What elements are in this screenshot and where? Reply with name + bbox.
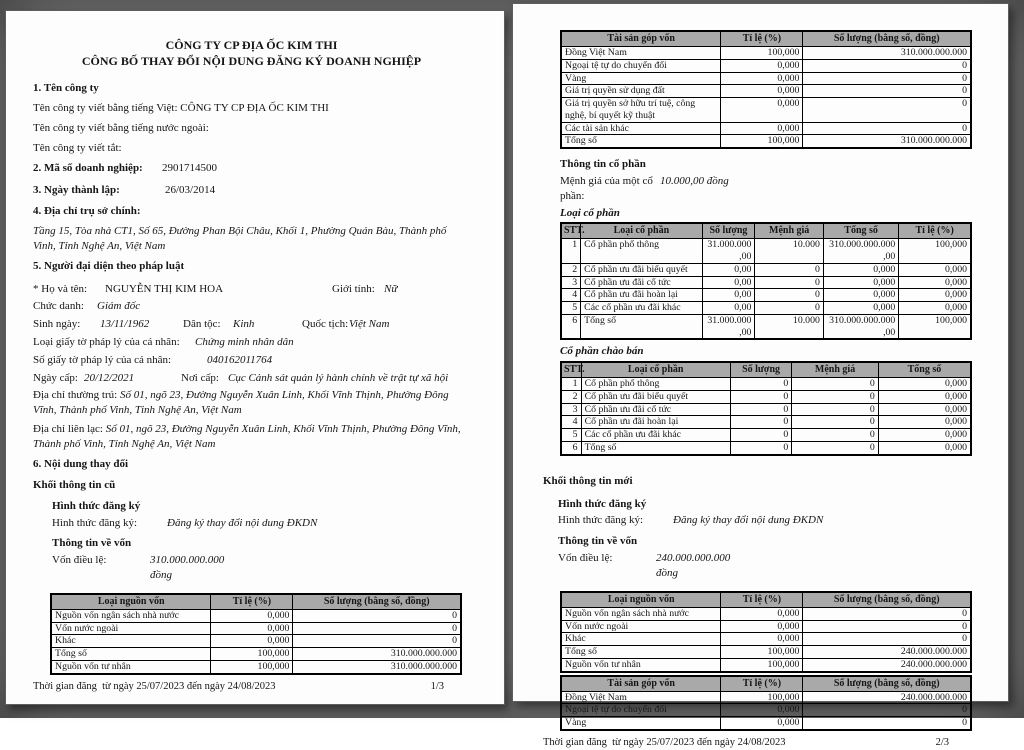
table-cell: 0,000 <box>899 276 971 289</box>
table-row <box>561 704 971 717</box>
table-cell: 0,000 <box>721 633 803 646</box>
table-cell: 3 <box>561 276 581 289</box>
column-header: Số lượng (bằng số, đồng) <box>293 594 461 610</box>
table-row <box>561 276 971 289</box>
table-cell: 0 <box>755 289 823 302</box>
table-cell: 0,000 <box>899 302 971 315</box>
page-number: 1/3 <box>430 680 444 692</box>
table-cell: Nguồn vốn tư nhân <box>51 660 211 673</box>
table-cell: 0,000 <box>878 416 971 429</box>
table-cell: 0 <box>803 59 971 72</box>
table-cell: 100,000 <box>899 314 971 339</box>
table-cell: Tổng số <box>51 648 211 661</box>
table-header-row <box>561 223 971 239</box>
table-cell: Nguồn vốn ngân sách nhà nước <box>561 607 721 620</box>
table-cell: 4 <box>561 416 581 429</box>
rep-gender-label: Giới tính: <box>332 282 375 295</box>
table-cell: Cổ phần ưu đãi biểu quyết <box>581 390 730 403</box>
table-header-row <box>51 594 461 610</box>
table-cell: 0,000 <box>211 622 293 635</box>
column-header: Số lượng (bằng số, đồng) <box>803 676 971 692</box>
table-cell: Cổ phần phổ thông <box>581 239 702 264</box>
table-row <box>561 59 971 72</box>
issue-date-label: Ngày cấp: <box>33 371 78 384</box>
issue-place-label: Nơi cấp: <box>181 371 219 384</box>
enterprise-code-value: 2901714500 <box>162 161 217 174</box>
doc-number-value: 040162011764 <box>207 354 273 366</box>
table-cell: 0 <box>792 416 879 429</box>
rep-gender-value: Nữ <box>384 282 398 295</box>
table-cell: 3 <box>561 403 581 416</box>
charter-capital-unit: đồng <box>150 569 172 582</box>
table-cell: 4 <box>561 289 581 302</box>
table-cell: 0 <box>803 717 971 730</box>
table-cell: 0,000 <box>823 263 898 276</box>
table-cell: Cổ phần ưu đãi hoàn lại <box>581 416 730 429</box>
table-cell: 0 <box>803 620 971 633</box>
table-cell: Khác <box>561 633 721 646</box>
table-cell: 2 <box>561 263 581 276</box>
table-row <box>561 378 971 391</box>
column-header: Loại nguồn vốn <box>561 592 721 608</box>
registration-form-line <box>52 516 470 531</box>
column-header: Mệnh giá <box>755 223 823 239</box>
rep-name-label: * Họ và tên: <box>33 282 88 295</box>
charter-capital-value-block <box>150 553 224 583</box>
table-cell: 100,000 <box>211 648 293 661</box>
table-cell: 0 <box>730 390 792 403</box>
posting-period: Thời gian đăng từ ngày 25/07/2023 đến ngày 24/08/2023 <box>543 736 786 748</box>
table-cell: 0,000 <box>721 620 803 633</box>
column-header: Mệnh giá <box>792 362 879 378</box>
doc-type-value: Chứng minh nhân dân <box>195 336 294 349</box>
column-header: Tỉ lệ (%) <box>721 676 803 692</box>
table-row <box>51 609 461 622</box>
table-cell: Ngoại tệ tự do chuyển đổi <box>561 59 721 72</box>
table-cell: Cổ phần phổ thông <box>581 378 730 391</box>
column-header: Tỉ lệ (%) <box>721 592 803 608</box>
founding-date-value: 26/03/2014 <box>165 184 216 197</box>
representative-name-line <box>33 282 470 297</box>
par-value-line <box>560 174 975 204</box>
share-type-heading: Loại cổ phần <box>560 206 620 219</box>
table-cell: 0,00 <box>702 302 755 315</box>
table-row <box>561 416 971 429</box>
permanent-address-label: Địa chỉ thường trú: <box>33 388 120 401</box>
company-name-foreign-label: Tên công ty viết bằng tiếng nước ngoài: <box>33 121 209 134</box>
registration-form-heading: Hình thức đăng ký <box>52 499 141 512</box>
table-cell: Đồng Việt Nam <box>561 47 721 60</box>
company-name-heading: CÔNG TY CP ĐỊA ỐC KIM THI <box>165 38 338 52</box>
table-cell: Vàng <box>561 717 721 730</box>
table-cell: 10.000 <box>755 239 823 264</box>
section-1-heading: 1. Tên công ty <box>33 82 99 95</box>
table-cell: 0 <box>792 378 879 391</box>
table-cell: Các tài sản khác <box>561 122 721 135</box>
table-cell: Vàng <box>561 72 721 85</box>
table-cell: 0,000 <box>721 59 803 72</box>
table-header-row <box>561 362 971 378</box>
announcement-heading: CÔNG BỐ THAY ĐỔI NỘI DUNG ĐĂNG KÝ DOANH NGHIỆP <box>81 53 422 68</box>
capital-source-table-new <box>560 591 972 673</box>
charter-capital-unit-new: đồng <box>656 566 678 579</box>
table-row <box>561 633 971 646</box>
registration-form-label: Hình thức đăng ký: <box>52 516 138 529</box>
column-header: Tổng số <box>878 362 971 378</box>
page-1 <box>5 10 505 705</box>
column-header: Số lượng (bằng số, đồng) <box>803 31 971 47</box>
table-cell: 0,000 <box>721 717 803 730</box>
registration-form-heading-new: Hình thức đăng ký <box>558 497 647 510</box>
issue-line <box>33 371 470 386</box>
table-cell: 310.000.000.000,00 <box>823 239 898 264</box>
table-cell: 1 <box>561 378 581 391</box>
doc-number-label: Số giấy tờ pháp lý của cá nhân: <box>33 354 172 366</box>
table-cell: 0 <box>755 276 823 289</box>
asset-contribution-table-old <box>560 30 972 149</box>
table-row <box>561 263 971 276</box>
table-cell: Cổ phần ưu đãi cổ tức <box>581 276 702 289</box>
table-row <box>561 122 971 135</box>
shares-offered-heading: Cổ phần chào bán <box>560 345 644 358</box>
table-cell: 0 <box>792 403 879 416</box>
new-info-block-heading: Khối thông tin mới <box>543 474 633 487</box>
table-row <box>561 390 971 403</box>
rep-name-value: NGUYỄN THỊ KIM HOA <box>105 282 224 295</box>
column-header: Số lượng <box>730 362 792 378</box>
table-cell: 100,000 <box>721 135 803 148</box>
table-row <box>561 85 971 98</box>
table-row <box>561 646 971 659</box>
table-cell: 0,00 <box>702 289 755 302</box>
column-header: Tài sản góp vốn <box>561 31 721 47</box>
table-cell: 6 <box>561 441 581 454</box>
table-cell: 0 <box>730 441 792 454</box>
founding-date-label: 3. Ngày thành lập: <box>33 184 120 197</box>
table-cell: 0,000 <box>211 609 293 622</box>
table-cell: Tổng số <box>561 646 721 659</box>
table-row <box>561 607 971 620</box>
table-cell: 0,000 <box>878 403 971 416</box>
table-row <box>561 717 971 730</box>
table-cell: 0,000 <box>878 441 971 454</box>
table-cell: 0 <box>792 441 879 454</box>
section-6-heading: 6. Nội dung thay đổi <box>33 458 129 471</box>
doc-type-label: Loại giấy tờ pháp lý của cá nhân: <box>33 336 180 349</box>
table-cell: 0 <box>792 429 879 442</box>
company-name-short-label: Tên công ty viết tắt: <box>33 141 122 154</box>
table-cell: 5 <box>561 429 581 442</box>
capital-info-heading: Thông tin về vốn <box>52 537 132 550</box>
page-footer <box>543 736 975 750</box>
rep-dob-label: Sinh ngày: <box>33 318 81 331</box>
rep-dob-value: 13/11/1962 <box>100 318 150 331</box>
column-header: STT. <box>561 362 581 378</box>
table-cell: 240.000.000.000 <box>803 646 971 659</box>
table-cell: 0,000 <box>721 122 803 135</box>
column-header: Tổng số <box>823 223 898 239</box>
table-cell: 0 <box>803 98 971 123</box>
table-cell: 6 <box>561 314 581 339</box>
table-header-row <box>561 676 971 692</box>
table-cell: Cổ phần ưu đãi cổ tức <box>581 403 730 416</box>
charter-capital-label-new: Vốn điều lệ: <box>558 552 613 565</box>
charter-capital-label: Vốn điều lệ: <box>52 554 107 567</box>
column-header: Tỉ lệ (%) <box>721 31 803 47</box>
table-cell: Đồng Việt Nam <box>561 691 721 704</box>
document-title <box>33 38 470 69</box>
table-cell: 0 <box>293 635 461 648</box>
table-row <box>51 622 461 635</box>
contact-address-label: Địa chỉ liên lạc: <box>33 423 106 436</box>
registration-form-label-new: Hình thức đăng ký: <box>558 514 644 527</box>
table-cell: Các cổ phần ưu đãi khác <box>581 302 702 315</box>
issue-date-value: 20/12/2021 <box>84 371 135 384</box>
column-header: STT. <box>561 223 581 239</box>
doc-type-line <box>33 335 470 350</box>
table-cell: 0 <box>803 704 971 717</box>
charter-capital-value-block-new <box>656 551 730 581</box>
table-row <box>561 135 971 148</box>
rep-nationality-value: Việt Nam <box>349 318 390 331</box>
table-cell: 0 <box>803 122 971 135</box>
rep-ethnic-label: Dân tộc: <box>183 318 221 331</box>
company-name-vi-line <box>33 101 470 116</box>
table-cell: 0 <box>803 72 971 85</box>
table-cell: 0,000 <box>878 390 971 403</box>
table-cell: 310.000.000.000 <box>293 648 461 661</box>
column-header: Loại cổ phần <box>581 362 730 378</box>
table-cell: 0 <box>803 85 971 98</box>
page-number: 2/3 <box>935 736 949 748</box>
rep-nationality-label: Quốc tịch: <box>302 318 349 331</box>
posting-period: Thời gian đăng từ ngày 25/07/2023 đến ngày 24/08/2023 <box>33 680 276 692</box>
table-cell: 0,000 <box>823 289 898 302</box>
rep-title-label: Chức danh: <box>33 300 84 313</box>
table-cell: 0,000 <box>899 289 971 302</box>
permanent-address-line <box>33 388 470 418</box>
table-cell: 100,000 <box>721 47 803 60</box>
table-row <box>51 648 461 661</box>
representative-title-line <box>33 299 470 314</box>
capital-info-heading-new: Thông tin về vốn <box>558 535 638 548</box>
table-cell: 5 <box>561 302 581 315</box>
charter-capital-line <box>52 553 470 583</box>
company-name-vi-value: CÔNG TY CP ĐỊA ỐC KIM THI <box>180 102 329 115</box>
table-cell: 0,000 <box>721 85 803 98</box>
table-row <box>561 289 971 302</box>
issue-place-value: Cục Cảnh sát quản lý hành chính về trật tự xã hội <box>228 371 449 384</box>
table-cell: 100,000 <box>899 239 971 264</box>
table-cell: 0,000 <box>721 607 803 620</box>
table-header-row <box>561 592 971 608</box>
table-cell: 0 <box>730 378 792 391</box>
capital-source-table-old <box>50 593 462 675</box>
contact-address-line <box>33 422 470 452</box>
charter-capital-value-new: 240.000.000.000 <box>656 552 731 565</box>
table-row <box>561 98 971 123</box>
table-cell: 0,000 <box>211 635 293 648</box>
table-header-row <box>561 31 971 47</box>
table-cell: 0,000 <box>823 302 898 315</box>
column-header: Loại cổ phần <box>581 223 702 239</box>
table-cell: 0,000 <box>823 276 898 289</box>
asset-contribution-table-new <box>560 675 972 731</box>
table-row <box>561 239 971 264</box>
share-offer-table <box>560 361 972 456</box>
table-cell: 0 <box>755 302 823 315</box>
doc-number-line <box>33 353 470 368</box>
column-header: Số lượng <box>702 223 755 239</box>
permanent-address-value: Số 01, ngõ 23, Đường Nguyễn Xuân Linh, Khối Vĩnh Thịnh, Phường Đông Vĩnh, Thành phố Vinh, Tỉnh Nghệ An, Việt Nam <box>33 388 449 416</box>
company-name-vi-label: Tên công ty viết bằng tiếng Việt: <box>33 102 178 115</box>
table-cell: 310.000.000.000 <box>293 660 461 673</box>
old-info-block-heading: Khối thông tin cũ <box>33 478 116 491</box>
table-cell: 0 <box>730 429 792 442</box>
head-office-address: Tầng 15, Tòa nhà CT1, Số 65, Đường Phan Bội Châu, Khối 1, Phường Quán Bàu, Thành phố Vinh, Tỉnh Nghệ An, Việt Nam <box>33 225 447 252</box>
table-row <box>561 429 971 442</box>
table-cell: 310.000.000.000,00 <box>823 314 898 339</box>
table-row <box>561 691 971 704</box>
table-cell: Giá trị quyền sử dụng đất <box>561 85 721 98</box>
table-cell: 0 <box>803 633 971 646</box>
table-cell: Cổ phần ưu đãi hoàn lại <box>581 289 702 302</box>
registration-form-value-new: Đăng ký thay đổi nội dung ĐKDN <box>673 514 824 527</box>
table-cell: 0 <box>293 609 461 622</box>
section-4-heading: 4. Địa chỉ trụ sở chính: <box>33 205 141 218</box>
column-header: Tỉ lệ (%) <box>899 223 971 239</box>
table-cell: 240.000.000.000 <box>803 658 971 671</box>
table-cell: Khác <box>51 635 211 648</box>
table-cell: 100,000 <box>721 691 803 704</box>
table-cell: Các cổ phần ưu đãi khác <box>581 429 730 442</box>
table-cell: 0 <box>730 403 792 416</box>
share-info-heading: Thông tin cổ phần <box>560 158 646 170</box>
table-cell: Tổng số <box>581 441 730 454</box>
table-row <box>561 47 971 60</box>
table-cell: 0,000 <box>899 263 971 276</box>
enterprise-code-label: 2. Mã số doanh nghiệp: <box>33 161 143 174</box>
rep-title-value: Giám đốc <box>97 300 141 313</box>
table-cell: Nguồn vốn ngân sách nhà nước <box>51 609 211 622</box>
registration-form-line-new <box>558 513 975 528</box>
table-cell: Giá trị quyền sở hữu trí tuệ, công nghệ, bí quyết kỹ thuật <box>561 98 721 123</box>
table-cell: 0,000 <box>721 704 803 717</box>
table-cell: 310.000.000.000 <box>803 135 971 148</box>
table-cell: 0 <box>755 263 823 276</box>
column-header: Tỉ lệ (%) <box>211 594 293 610</box>
rep-ethnic-value: Kinh <box>233 318 255 331</box>
table-cell: 0,000 <box>721 98 803 123</box>
table-row <box>561 403 971 416</box>
table-cell: 31.000.000,00 <box>702 314 755 339</box>
share-type-table <box>560 222 972 340</box>
table-cell: 240.000.000.000 <box>803 691 971 704</box>
charter-capital-line-new <box>558 551 975 581</box>
table-row <box>561 441 971 454</box>
table-cell: Vốn nước ngoài <box>51 622 211 635</box>
page-2 <box>512 3 1009 748</box>
table-cell: 1 <box>561 239 581 264</box>
registration-form-value: Đăng ký thay đổi nội dung ĐKDN <box>167 516 318 529</box>
table-cell: 10.000 <box>755 314 823 339</box>
charter-capital-value: 310.000.000.000 <box>150 554 225 567</box>
table-cell: Vốn nước ngoài <box>561 620 721 633</box>
page-footer <box>33 680 470 694</box>
table-cell: 0,000 <box>721 72 803 85</box>
table-cell: Tổng số <box>581 314 702 339</box>
table-cell: Cổ phần ưu đãi biểu quyết <box>581 263 702 276</box>
table-row <box>561 658 971 671</box>
table-cell: 0 <box>803 607 971 620</box>
table-cell: 100,000 <box>721 658 803 671</box>
table-cell: 2 <box>561 390 581 403</box>
table-cell: 0,00 <box>702 263 755 276</box>
table-row <box>561 302 971 315</box>
table-cell: 31.000.000,00 <box>702 239 755 264</box>
table-cell: Tổng số <box>561 135 721 148</box>
contact-address-value: Số 01, ngõ 23, Đường Nguyễn Xuân Linh, Khối Vĩnh Thịnh, Phường Đông Vĩnh, Thành phố Vinh, Tỉnh Nghệ An, Việt Nam <box>33 423 461 451</box>
representative-dob-line <box>33 317 470 332</box>
table-cell: 100,000 <box>721 646 803 659</box>
founding-date-line <box>33 183 470 198</box>
table-row <box>561 72 971 85</box>
table-cell: 0 <box>792 390 879 403</box>
table-cell: 0,000 <box>878 378 971 391</box>
table-row <box>561 620 971 633</box>
table-cell: Ngoại tệ tự do chuyển đổi <box>561 704 721 717</box>
table-row <box>51 660 461 673</box>
par-value-value: 10.000,00 đồng <box>660 174 729 187</box>
column-header: Tài sản góp vốn <box>561 676 721 692</box>
table-row <box>561 314 971 339</box>
table-cell: 0,000 <box>878 429 971 442</box>
table-cell: 0,00 <box>702 276 755 289</box>
column-header: Số lượng (bằng số, đồng) <box>803 592 971 608</box>
table-row <box>51 635 461 648</box>
par-value-label: Mệnh giá của một cổ phần: <box>560 174 653 202</box>
table-cell: 310.000.000.000 <box>803 47 971 60</box>
column-header: Loại nguồn vốn <box>51 594 211 610</box>
table-cell: 100,000 <box>211 660 293 673</box>
table-cell: 0 <box>293 622 461 635</box>
table-cell: 0 <box>730 416 792 429</box>
table-cell: Nguồn vốn tư nhân <box>561 658 721 671</box>
section-5-heading: 5. Người đại diện theo pháp luật <box>33 259 185 272</box>
enterprise-code-line <box>33 161 470 176</box>
